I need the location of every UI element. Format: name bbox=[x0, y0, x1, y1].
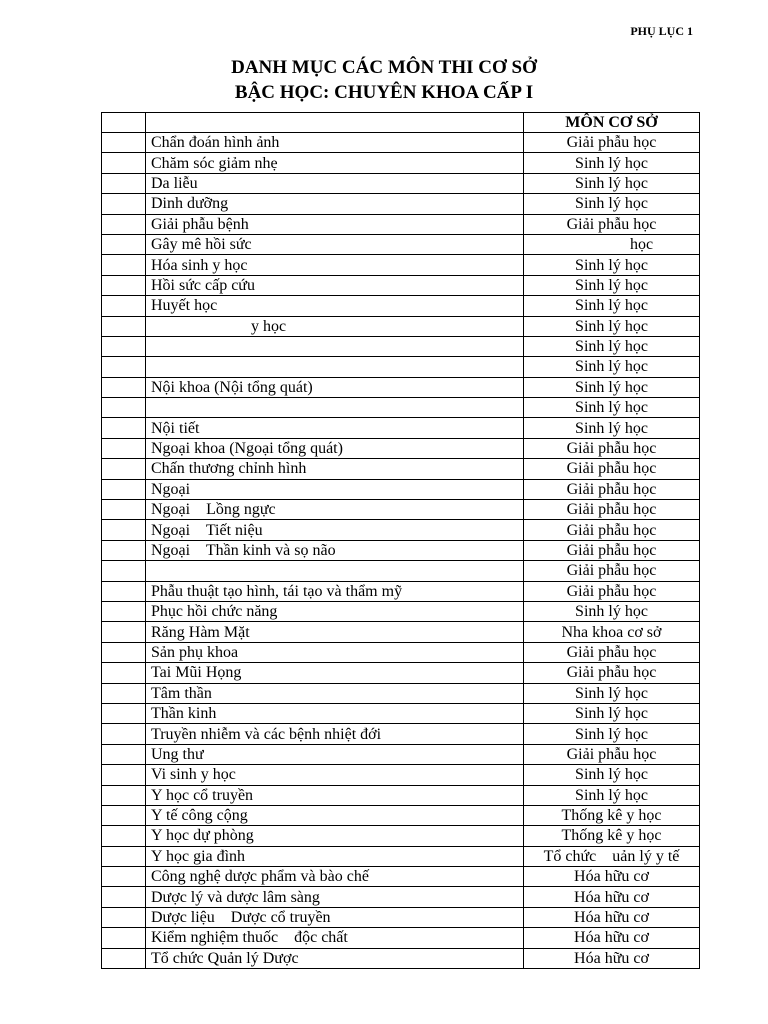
specialty-name: Giải phẫu bệnh bbox=[151, 215, 249, 233]
subject-name: Thống kê y học bbox=[561, 807, 662, 825]
subject-name: Sinh lý học bbox=[575, 603, 648, 621]
subject-name: Hóa hữu cơ bbox=[574, 949, 649, 967]
table-row bbox=[102, 765, 700, 785]
table-row bbox=[102, 867, 700, 887]
table-row bbox=[102, 948, 700, 968]
subject-name: Giải phẫu học bbox=[566, 664, 657, 682]
index-cell bbox=[102, 887, 146, 907]
index-cell bbox=[102, 275, 146, 295]
subject-name: Giải phẫu học bbox=[566, 460, 657, 478]
subject-name: Thống kê y học bbox=[561, 827, 662, 845]
specialty-cell bbox=[146, 561, 524, 581]
index-cell bbox=[102, 846, 146, 866]
subject-cell bbox=[524, 561, 700, 581]
index-cell bbox=[102, 642, 146, 662]
table-row bbox=[102, 316, 700, 336]
table-row bbox=[102, 744, 700, 764]
table-row bbox=[102, 479, 700, 499]
subject-name: học bbox=[629, 236, 654, 254]
index-cell bbox=[102, 438, 146, 458]
subject-name: Sinh lý học bbox=[575, 338, 648, 356]
specialty-cell bbox=[146, 642, 524, 662]
index-cell bbox=[102, 214, 146, 234]
subject-name: Giải phẫu học bbox=[566, 134, 657, 152]
table-row bbox=[102, 336, 700, 356]
subject-name: Giải phẫu học bbox=[566, 643, 657, 661]
index-cell bbox=[102, 296, 146, 316]
table-row bbox=[102, 622, 700, 642]
specialty-cell bbox=[146, 887, 524, 907]
index-cell bbox=[102, 622, 146, 642]
specialty-cell bbox=[146, 867, 524, 887]
table-row bbox=[102, 520, 700, 540]
index-cell bbox=[102, 377, 146, 397]
specialty-cell bbox=[146, 275, 524, 295]
specialty-name: Ung thư bbox=[151, 745, 204, 763]
specialty-cell bbox=[146, 316, 524, 336]
specialty-cell bbox=[146, 255, 524, 275]
specialty-name: Tâm thần bbox=[151, 684, 212, 702]
subject-cell bbox=[524, 907, 700, 927]
specialty-cell bbox=[146, 703, 524, 723]
index-cell bbox=[102, 826, 146, 846]
subject-name: Sinh lý học bbox=[575, 174, 648, 192]
specialty-cell bbox=[146, 173, 524, 193]
table-row bbox=[102, 907, 700, 927]
subject-name: Sinh lý học bbox=[575, 358, 648, 376]
table-row bbox=[102, 601, 700, 621]
subject-cell bbox=[524, 173, 700, 193]
table-row bbox=[102, 173, 700, 193]
specialty-cell bbox=[146, 826, 524, 846]
subject-name: Giải phẫu học bbox=[566, 542, 657, 559]
index-cell bbox=[102, 398, 146, 418]
specialty-name: Chẩn đoán hình ảnh bbox=[151, 134, 280, 152]
specialty-cell bbox=[146, 744, 524, 764]
specialty-cell bbox=[146, 683, 524, 703]
subject-name: Giải phẫu học bbox=[566, 582, 657, 600]
index-cell bbox=[102, 255, 146, 275]
subject-name: Sinh lý học bbox=[575, 256, 648, 274]
index-cell bbox=[102, 194, 146, 214]
subject-cell bbox=[524, 255, 700, 275]
specialty-name: Ngoại bbox=[151, 480, 191, 498]
specialty-name: Y học dự phòng bbox=[151, 827, 254, 845]
specialty-cell bbox=[146, 601, 524, 621]
specialty-name: Y học gia đình bbox=[151, 847, 246, 865]
specialty-cell bbox=[146, 540, 524, 560]
subject-name: Sinh lý học bbox=[575, 154, 648, 172]
specialty-cell bbox=[146, 805, 524, 825]
header-index-cell bbox=[102, 113, 146, 133]
subject-name: Giải phẫu học bbox=[566, 562, 657, 580]
subject-name: Sinh lý học bbox=[575, 419, 648, 437]
specialty-cell bbox=[146, 479, 524, 499]
subject-name: Giải phẫu học bbox=[566, 501, 657, 519]
index-cell bbox=[102, 581, 146, 601]
specialty-cell bbox=[146, 336, 524, 356]
subject-cell bbox=[524, 316, 700, 336]
specialty-name: Kiểm nghiệm thuốc độc chất bbox=[151, 929, 348, 947]
specialty-name: Dinh dưỡng bbox=[151, 195, 229, 213]
header-subject-cell: MÔN CƠ SỞ bbox=[524, 113, 700, 133]
table-row bbox=[102, 275, 700, 295]
specialty-cell bbox=[146, 500, 524, 520]
table-row bbox=[102, 418, 700, 438]
subject-name: Hóa hữu cơ bbox=[574, 868, 649, 886]
table-row bbox=[102, 500, 700, 520]
subject-cell bbox=[524, 234, 700, 254]
subject-name: Sinh lý học bbox=[575, 684, 648, 702]
specialty-name: Y học cổ truyền bbox=[151, 786, 254, 804]
subject-cell bbox=[524, 826, 700, 846]
subject-cell bbox=[524, 275, 700, 295]
specialty-name: Hóa sinh y học bbox=[151, 256, 248, 274]
specialty-name: Y tế công cộng bbox=[151, 807, 248, 825]
subject-cell bbox=[524, 683, 700, 703]
subject-cell bbox=[524, 418, 700, 438]
subject-cell bbox=[524, 459, 700, 479]
index-cell bbox=[102, 520, 146, 540]
subject-name: Hóa hữu cơ bbox=[574, 929, 649, 947]
index-cell bbox=[102, 724, 146, 744]
table-row bbox=[102, 561, 700, 581]
table-row bbox=[102, 133, 700, 153]
subject-cell bbox=[524, 581, 700, 601]
specialty-cell bbox=[146, 520, 524, 540]
index-cell bbox=[102, 459, 146, 479]
subject-cell bbox=[524, 500, 700, 520]
subject-name: Nha khoa cơ sở bbox=[561, 623, 662, 641]
index-cell bbox=[102, 500, 146, 520]
specialty-cell bbox=[146, 377, 524, 397]
specialty-cell bbox=[146, 459, 524, 479]
specialty-cell bbox=[146, 153, 524, 173]
specialty-cell bbox=[146, 785, 524, 805]
index-cell bbox=[102, 418, 146, 438]
subject-name: Giải phẫu học bbox=[566, 215, 657, 233]
index-cell bbox=[102, 540, 146, 560]
specialty-cell bbox=[146, 398, 524, 418]
subject-cell bbox=[524, 296, 700, 316]
subject-name: Giải phẫu học bbox=[566, 521, 657, 539]
subject-cell bbox=[524, 744, 700, 764]
subject-cell bbox=[524, 948, 700, 968]
subject-cell bbox=[524, 438, 700, 458]
document-subtitle: BẬC HỌC: CHUYÊN KHOA CẤP I bbox=[234, 82, 534, 103]
index-cell bbox=[102, 805, 146, 825]
table-row bbox=[102, 540, 700, 560]
index-cell bbox=[102, 173, 146, 193]
specialty-cell bbox=[146, 724, 524, 744]
specialty-name: Công nghệ dược phẩm và bào chế bbox=[151, 868, 369, 886]
index-cell bbox=[102, 765, 146, 785]
subject-cell bbox=[524, 336, 700, 356]
index-cell bbox=[102, 683, 146, 703]
subject-cell bbox=[524, 642, 700, 662]
specialty-name: Ngoại Thần kinh và sọ não bbox=[151, 542, 336, 559]
specialty-name: Nội tiết bbox=[151, 419, 200, 437]
index-cell bbox=[102, 133, 146, 153]
table-row bbox=[102, 153, 700, 173]
subject-cell bbox=[524, 663, 700, 683]
subject-name: Sinh lý học bbox=[575, 378, 648, 396]
subject-cell bbox=[524, 887, 700, 907]
subject-name: Sinh lý học bbox=[575, 317, 648, 335]
specialty-name: Phục hồi chức năng bbox=[151, 603, 278, 621]
subject-name: Sinh lý học bbox=[575, 297, 648, 315]
subject-name: Sinh lý học bbox=[575, 725, 648, 743]
table-row bbox=[102, 581, 700, 601]
table-row bbox=[102, 826, 700, 846]
specialty-name: Ngoại Lồng ngực bbox=[151, 501, 276, 519]
specialty-cell bbox=[146, 418, 524, 438]
specialty-cell bbox=[146, 928, 524, 948]
specialty-name: y học bbox=[251, 317, 287, 335]
specialty-name: Chấn thương chỉnh hình bbox=[151, 460, 307, 478]
table-row bbox=[102, 846, 700, 866]
subject-name: Sinh lý học bbox=[575, 276, 648, 294]
specialty-name: Gây mê hồi sức bbox=[151, 236, 252, 254]
specialty-name: Truyền nhiễm và các bệnh nhiệt đới bbox=[151, 725, 382, 743]
subject-cell bbox=[524, 765, 700, 785]
appendix-label: PHỤ LỤC 1 bbox=[630, 24, 693, 38]
subject-name: Sinh lý học bbox=[575, 705, 648, 723]
subject-cell bbox=[524, 928, 700, 948]
table-row bbox=[102, 887, 700, 907]
subject-cell bbox=[524, 703, 700, 723]
specialty-name: Tai Mũi Họng bbox=[151, 664, 242, 682]
specialty-cell bbox=[146, 765, 524, 785]
subject-name: Tổ chức uản lý y tế bbox=[543, 847, 680, 865]
table-row bbox=[102, 296, 700, 316]
subject-name: Sinh lý học bbox=[575, 786, 648, 804]
specialty-name: Dược liệu Dược cổ truyền bbox=[151, 909, 331, 927]
specialty-cell bbox=[146, 234, 524, 254]
table-row bbox=[102, 928, 700, 948]
subject-cell bbox=[524, 357, 700, 377]
subject-name: Hóa hữu cơ bbox=[574, 888, 649, 906]
table-row bbox=[102, 377, 700, 397]
subject-name: Sinh lý học bbox=[575, 766, 648, 784]
specialty-name: Nội khoa (Nội tổng quát) bbox=[151, 378, 313, 396]
index-cell bbox=[102, 336, 146, 356]
subject-name: Giải phẫu học bbox=[566, 745, 657, 763]
subject-cell bbox=[524, 601, 700, 621]
table-row bbox=[102, 357, 700, 377]
table-row bbox=[102, 642, 700, 662]
subject-cell bbox=[524, 194, 700, 214]
subject-name: Giải phẫu học bbox=[566, 480, 657, 498]
index-cell bbox=[102, 153, 146, 173]
table-row bbox=[102, 438, 700, 458]
specialty-cell bbox=[146, 357, 524, 377]
index-cell bbox=[102, 234, 146, 254]
table-row bbox=[102, 214, 700, 234]
index-cell bbox=[102, 479, 146, 499]
subject-cell bbox=[524, 398, 700, 418]
specialty-name: Hồi sức cấp cứu bbox=[151, 276, 255, 294]
table-row bbox=[102, 194, 700, 214]
subject-name: Sinh lý học bbox=[575, 195, 648, 213]
index-cell bbox=[102, 703, 146, 723]
subject-cell bbox=[524, 479, 700, 499]
table-row bbox=[102, 703, 700, 723]
table-row bbox=[102, 234, 700, 254]
specialty-cell bbox=[146, 438, 524, 458]
table-row bbox=[102, 683, 700, 703]
subject-cell bbox=[524, 520, 700, 540]
subject-cell bbox=[524, 153, 700, 173]
table-row bbox=[102, 724, 700, 744]
specialty-cell bbox=[146, 948, 524, 968]
index-cell bbox=[102, 601, 146, 621]
specialty-name: Ngoại khoa (Ngoại tổng quát) bbox=[151, 440, 343, 458]
specialty-cell bbox=[146, 214, 524, 234]
table-row bbox=[102, 805, 700, 825]
table-row bbox=[102, 663, 700, 683]
index-cell bbox=[102, 867, 146, 887]
subject-cell bbox=[524, 133, 700, 153]
subjects-table bbox=[101, 112, 700, 969]
table-row bbox=[102, 255, 700, 275]
specialty-name: Dược lý và dược lâm sàng bbox=[151, 888, 320, 906]
subject-name: Hóa hữu cơ bbox=[574, 909, 649, 927]
specialty-name: Phẫu thuật tạo hình, tái tạo và thẩm mỹ bbox=[151, 582, 403, 600]
index-cell bbox=[102, 663, 146, 683]
table-row bbox=[102, 459, 700, 479]
subject-cell bbox=[524, 785, 700, 805]
specialty-name: Tổ chức Quản lý Dược bbox=[151, 949, 299, 967]
specialty-cell bbox=[146, 581, 524, 601]
specialty-name: Huyết học bbox=[151, 297, 218, 315]
specialty-name: Răng Hàm Mặt bbox=[151, 623, 250, 641]
specialty-name: Sản phụ khoa bbox=[151, 643, 239, 661]
table-row bbox=[102, 785, 700, 805]
index-cell bbox=[102, 948, 146, 968]
specialty-cell bbox=[146, 663, 524, 683]
subject-cell bbox=[524, 867, 700, 887]
index-cell bbox=[102, 785, 146, 805]
specialty-cell bbox=[146, 846, 524, 866]
specialty-name: Da liễu bbox=[151, 174, 198, 192]
subject-name: Sinh lý học bbox=[575, 399, 648, 417]
subject-cell bbox=[524, 377, 700, 397]
table-header-row bbox=[102, 113, 700, 133]
header-specialty-cell bbox=[146, 113, 524, 133]
subject-cell bbox=[524, 846, 700, 866]
subject-cell bbox=[524, 540, 700, 560]
subject-cell bbox=[524, 805, 700, 825]
subject-cell bbox=[524, 724, 700, 744]
index-cell bbox=[102, 561, 146, 581]
specialty-cell bbox=[146, 907, 524, 927]
specialty-name: Vi sinh y học bbox=[151, 766, 236, 784]
document-title: DANH MỤC CÁC MÔN THI CƠ SỞ bbox=[231, 57, 537, 78]
specialty-name: Ngoại Tiết niệu bbox=[151, 521, 263, 539]
index-cell bbox=[102, 928, 146, 948]
subject-cell bbox=[524, 622, 700, 642]
specialty-cell bbox=[146, 194, 524, 214]
index-cell bbox=[102, 907, 146, 927]
subject-cell bbox=[524, 214, 700, 234]
specialty-cell bbox=[146, 622, 524, 642]
index-cell bbox=[102, 316, 146, 336]
specialty-name: Thần kinh bbox=[151, 705, 217, 723]
subject-name: Giải phẫu học bbox=[566, 440, 657, 458]
index-cell bbox=[102, 744, 146, 764]
table-row bbox=[102, 398, 700, 418]
specialty-name: Chăm sóc giảm nhẹ bbox=[151, 154, 278, 172]
specialty-cell bbox=[146, 296, 524, 316]
index-cell bbox=[102, 357, 146, 377]
specialty-cell bbox=[146, 133, 524, 153]
